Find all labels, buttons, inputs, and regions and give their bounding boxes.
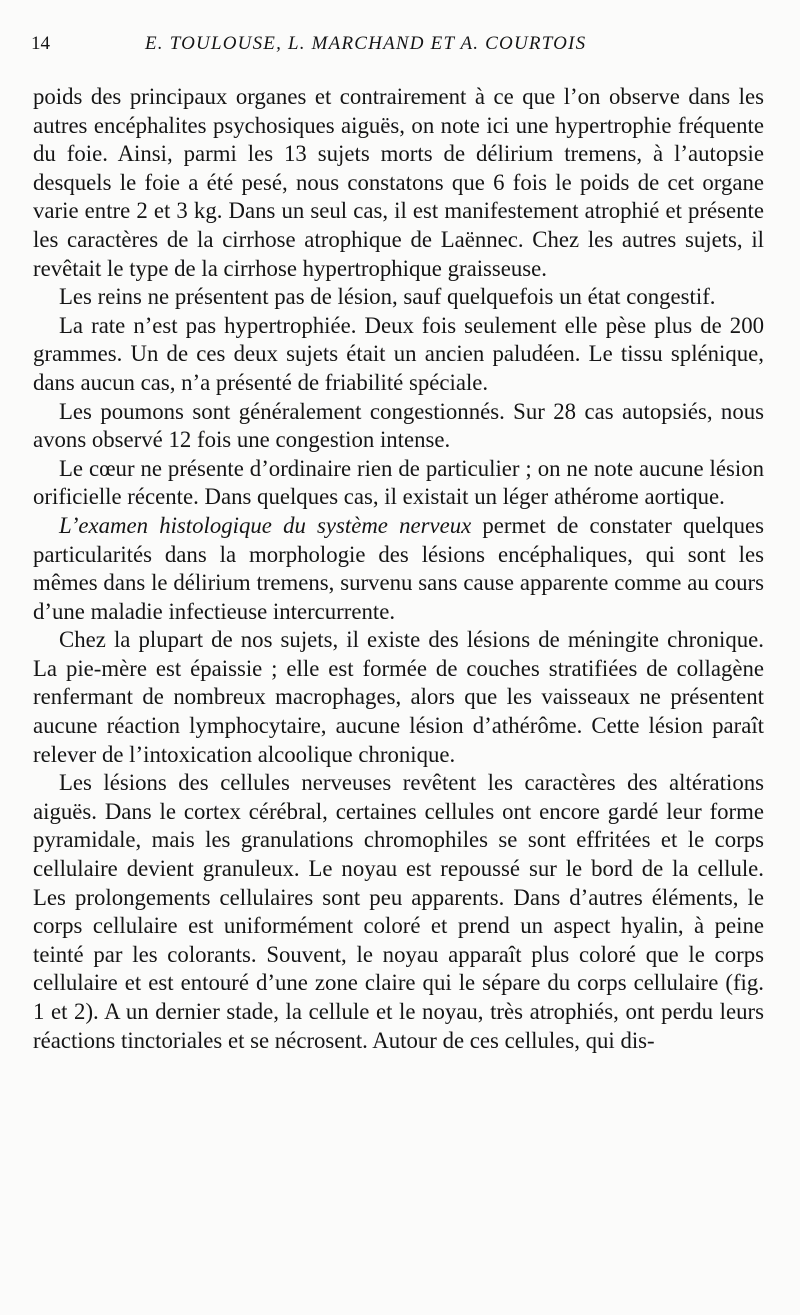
paragraph-nerve-cells: Les lésions des cellules nerveuses revêtent les caractères des altérations aiguës. Dans le cortex cérébral, certaines cellules ont encore gardé leur forme pyramidale, mais les granulations chromophiles se sont effritées et le corps cellulaire devient granuleux. Le noyau est repoussé sur le bord de la cellule. Les prolongements cellulaires sont peu apparents. Dans d’autres éléments, le corps cellulaire est uniformément coloré et prend un aspect hyalin, à peine teinté par les colorants. Souvent, le noyau apparaît plus coloré que le corps cellulaire et est entouré d’une zone claire qui le sépare du corps cellulaire (fig. 1 et 2). A un dernier stade, la cellule et le noyau, très atrophiés, ont perdu leurs réactions tinctoriales et se nécrosent. Autour de ces cellules, qui dis- <box>33 770 764 1053</box>
italic-lead-text: L’examen histologique du système nerveux <box>59 512 472 538</box>
paragraph-heart: Le cœur ne présente d’ordinaire rien de particulier ; on ne note aucune lésion orificielle récente. Dans quelques cas, il existait un léger athérome aortique. <box>33 455 764 510</box>
page-number: 14 <box>31 33 50 54</box>
body-text <box>33 83 764 1055</box>
paragraph-histology-text: permet de constater quelques particularités dans la morphologie des lésions encéphaliques, qui sont les mêmes dans le délirium tremens, survenu sans cause apparente comme au cours d’une maladie infectieuse intercurrente. <box>33 512 765 624</box>
paragraph-meninges: Chez la plupart de nos sujets, il existe des lésions de méningite chronique. La pie-mère est épaissie ; elle est formée de couches stratifiées de collagène renfermant de nombreux macrophages, alors que les vaisseaux ne présentent aucune réaction lymphocytaire, aucune lésion d’athérôme. Cette lésion paraît relever de l’intoxication alcoolique chronique. <box>33 627 764 767</box>
paragraph-spleen: La rate n’est pas hypertrophiée. Deux fois seulement elle pèse plus de 200 grammes. Un de ces deux sujets était un ancien paludéen. Le tissu splénique, dans aucun cas, n’a présenté de friabilité spéciale. <box>33 312 764 395</box>
paragraph-lungs: Les poumons sont généralement congestionnés. Sur 28 cas autopsiés, nous avons observé 12 fois une congestion intense. <box>33 398 764 453</box>
paragraph-kidneys: Les reins ne présentent pas de lésion, sauf quelquefois un état congestif. <box>59 284 716 310</box>
paragraph-liver: poids des principaux organes et contrairement à ce que l’on observe dans les autres encéphalites psychosiques aiguës, on note ici une hypertrophie fréquente du foie. Ainsi, parmi les 13 sujets morts de délirium tremens, à l’autopsie desquels le foie a été pesé, nous constatons que 6 fois le poids de cet organe varie entre 2 et 3 kg. Dans un seul cas, il est manifestement atrophié et présente les caractères de la cirrhose atrophique de Laënnec. Chez les autres sujets, il revêtait le type de la cirrhose hypertrophique graisseuse. <box>33 84 764 281</box>
paragraph-histology <box>33 512 764 626</box>
running-head: E. TOULOUSE, L. MARCHAND ET A. COURTOIS <box>145 33 587 54</box>
